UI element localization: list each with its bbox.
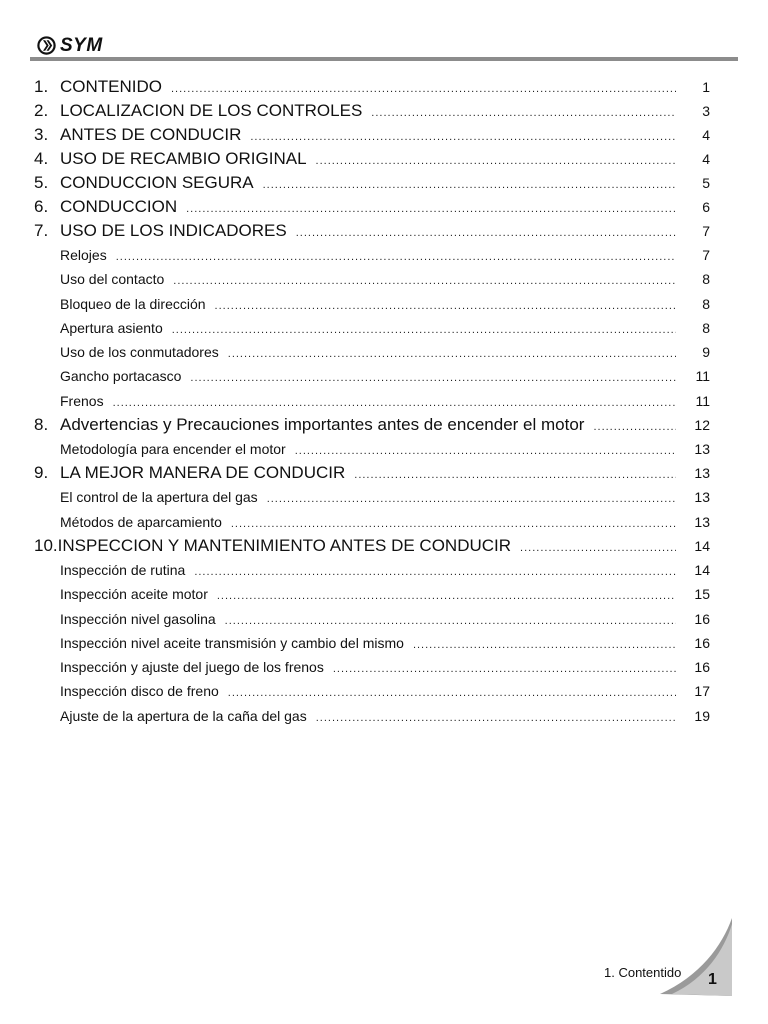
page-number: 1 [708,971,717,988]
footer-section-label: 1. Contentido [604,965,682,980]
toc-entry-number: 2. [34,101,49,120]
toc-dot-leader [413,633,676,657]
toc-entry-page: 8 [702,271,710,288]
toc-subentry[interactable] [34,679,710,703]
toc-entry-number: 4. [34,149,49,168]
toc-entry-page: 17 [694,683,710,700]
toc-subentry[interactable] [34,510,710,534]
toc-dot-leader [593,415,676,439]
toc-entry-page: 15 [694,586,710,603]
toc-entry-number: 9. [34,463,49,483]
toc-entry-title: LA MEJOR MANERA DE CONDUCIR [60,463,346,483]
toc-entry-page: 7 [702,247,710,263]
toc-entry[interactable] [34,147,710,171]
toc-entry-title: Uso del contacto [60,271,165,288]
toc-entry-page: 13 [694,465,710,482]
header-rule [30,57,738,61]
toc-entry-page: 13 [694,489,710,506]
toc-entry-page: 7 [702,223,710,239]
toc-entry-title: Advertencias y Precauciones importantes antes de encender el motor [60,415,585,435]
toc-entry-title: Inspección nivel gasolina [60,610,216,627]
toc-entry-title: Inspección aceite motor [60,586,208,603]
toc-dot-leader [116,245,676,269]
toc-dot-leader [217,584,676,608]
toc-entry-number: 1. [34,77,49,96]
toc-entry-title: Inspección nivel aceite transmisión y cambio del mismo [60,634,404,651]
toc-entry[interactable] [34,534,710,558]
toc-entry-number: 10. [34,535,58,555]
toc-dot-leader [215,294,676,318]
toc-entry-page: 11 [695,392,710,409]
toc-entry-title: Apertura asiento [60,319,163,336]
toc-entry-page: 6 [702,199,710,215]
toc-entry-title: CONTENIDO [60,77,162,96]
toc-dot-leader [228,681,676,705]
toc-dot-leader [186,197,676,221]
toc-entry[interactable] [34,195,710,219]
toc-entry-number: 5. [34,173,49,192]
toc-entry-title: Gancho portacasco [60,368,182,385]
toc-dot-leader [371,101,676,125]
toc-dot-leader [113,391,676,415]
toc-entry-title: Bloqueo de la dirección [60,295,206,312]
toc-entry[interactable] [34,461,710,485]
toc-dot-leader [250,125,676,149]
toc-subentry[interactable] [34,607,710,631]
toc-dot-leader [225,609,676,633]
toc-subentry[interactable] [34,389,710,413]
toc-subentry[interactable] [34,292,710,316]
toc-entry-page: 16 [694,659,710,676]
toc-entry-page: 19 [694,707,710,724]
toc-dot-leader [172,318,676,342]
toc-subentry[interactable] [34,340,710,364]
toc-entry-number: 3. [34,125,49,144]
toc-entry-page: 13 [694,441,710,458]
brand-name: SYM [60,34,103,56]
toc-dot-leader [267,487,676,511]
toc-entry-page: 9 [702,344,710,361]
toc-dot-leader [171,77,676,101]
toc-dot-leader [173,269,676,293]
toc-entry[interactable] [34,123,710,147]
toc-subentry[interactable] [34,437,710,461]
toc-entry-title: Metodología para encender el motor [60,441,286,458]
toc-subentry[interactable] [34,704,710,728]
toc-entry-page: 12 [694,417,710,434]
toc-entry-title: CONDUCCION SEGURA [60,173,254,192]
toc-subentry[interactable] [34,364,710,388]
toc-entry-title: Inspección disco de freno [60,683,219,700]
toc-dot-leader [333,657,676,681]
toc-entry-page: 8 [702,319,710,336]
toc-entry-title: Inspección de rutina [60,561,186,578]
toc-subentry[interactable] [34,558,710,582]
toc-dot-leader [190,366,676,390]
toc-dot-leader [231,512,676,536]
toc-entry-page: 11 [695,368,710,385]
toc-entry-page: 5 [702,175,710,191]
toc-entry-page: 14 [694,537,710,554]
toc-dot-leader [316,149,676,173]
toc-entry-title: El control de la apertura del gas [60,489,258,506]
toc-dot-leader [194,560,676,584]
toc-entry-title: USO DE RECAMBIO ORIGINAL [60,149,307,168]
toc-subentry[interactable] [34,631,710,655]
toc-subentry[interactable] [34,243,710,267]
toc-dot-leader [296,221,676,245]
toc-entry-page: 13 [694,513,710,530]
toc-entry-title: Métodos de aparcamiento [60,513,222,530]
toc-entry-page: 3 [702,103,710,119]
toc-subentry[interactable] [34,316,710,340]
toc-dot-leader [316,706,676,730]
table-of-contents [34,75,710,728]
toc-entry-title: LOCALIZACION DE LOS CONTROLES [60,101,363,120]
toc-entry-title: Frenos [60,392,104,409]
sym-logo-icon [36,35,57,56]
toc-dot-leader [263,173,676,197]
toc-entry[interactable] [34,219,710,243]
toc-entry-number: 6. [34,197,49,216]
toc-dot-leader [520,536,676,560]
toc-entry-title: Inspección y ajuste del juego de los frenos [60,659,324,676]
toc-dot-leader [228,342,676,366]
toc-entry-title: Uso de los conmutadores [60,344,219,361]
toc-entry-title: ANTES DE CONDUCIR [60,125,242,144]
page-corner-curl [660,918,732,996]
toc-dot-leader [354,463,676,487]
toc-entry-title: INSPECCION Y MANTENIMIENTO ANTES DE CONDUCIR [57,535,512,555]
toc-entry[interactable] [34,171,710,195]
toc-entry[interactable] [34,75,710,99]
toc-entry-page: 4 [702,151,710,167]
sym-logo [36,32,103,58]
toc-subentry[interactable] [34,267,710,291]
toc-entry-page: 16 [694,634,710,651]
toc-entry-title: Relojes [60,247,107,263]
toc-entry-title: USO DE LOS INDICADORES [60,221,287,240]
toc-entry-page: 16 [694,610,710,627]
toc-subentry[interactable] [34,485,710,509]
toc-entry[interactable] [34,99,710,123]
toc-entry-title: CONDUCCION [60,197,178,216]
toc-entry-page: 14 [694,561,710,578]
toc-entry[interactable] [34,413,710,437]
toc-subentry[interactable] [34,582,710,606]
toc-entry-page: 4 [702,127,710,143]
toc-entry-page: 8 [702,295,710,312]
toc-dot-leader [295,439,676,463]
toc-entry-number: 7. [34,221,49,240]
toc-entry-number: 8. [34,415,49,435]
toc-entry-title: Ajuste de la apertura de la caña del gas [60,707,307,724]
toc-entry-page: 1 [702,79,710,95]
toc-subentry[interactable] [34,655,710,679]
